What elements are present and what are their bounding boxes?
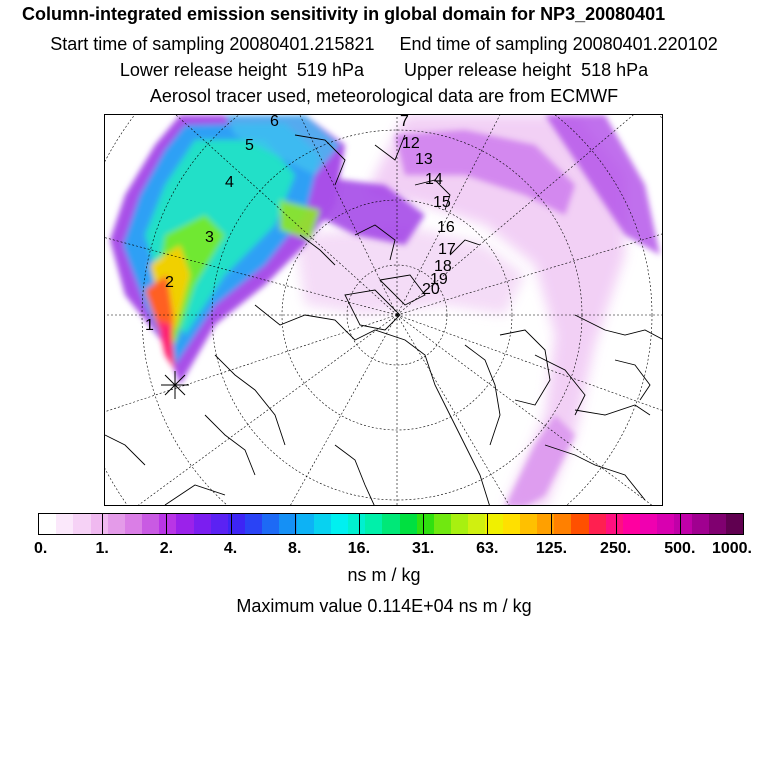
day-label: 12 bbox=[402, 135, 420, 152]
colorbar-segment bbox=[125, 514, 142, 534]
colorbar-segment bbox=[176, 514, 193, 534]
colorbar-segment bbox=[400, 514, 417, 534]
day-label: 14 bbox=[425, 171, 443, 188]
colorbar-segment bbox=[692, 514, 709, 534]
colorbar-segment bbox=[365, 514, 382, 534]
colorbar-tick-label: 8. bbox=[288, 540, 302, 557]
colorbar-segment bbox=[159, 514, 176, 534]
colorbar-tick bbox=[295, 514, 296, 534]
day-label: 6 bbox=[270, 115, 279, 130]
day-label: 19 bbox=[430, 271, 448, 288]
colorbar-tick bbox=[423, 514, 424, 534]
colorbar-segment bbox=[262, 514, 279, 534]
colorbar-tick bbox=[359, 514, 360, 534]
day-label: 17 bbox=[438, 241, 456, 258]
maximum-value: Maximum value 0.114E+04 ns m / kg bbox=[236, 596, 532, 616]
colorbar-tick-label: 125. bbox=[535, 540, 568, 557]
colorbar-tick bbox=[231, 514, 232, 534]
colorbar-tick-label: 1. bbox=[95, 540, 109, 557]
colorbar-segment bbox=[91, 514, 108, 534]
day-label: 3 bbox=[205, 229, 214, 246]
day-label: 7 bbox=[400, 115, 409, 130]
colorbar-segment bbox=[554, 514, 571, 534]
colorbar-segment bbox=[623, 514, 640, 534]
colorbar-tick bbox=[166, 514, 167, 534]
colorbar-segment bbox=[211, 514, 228, 534]
colorbar-segment bbox=[674, 514, 691, 534]
colorbar-tick-label: 250. bbox=[600, 540, 632, 557]
colorbar-tick-label: 1000. bbox=[711, 540, 753, 557]
day-label: 2 bbox=[165, 274, 174, 291]
colorbar-segment bbox=[194, 514, 211, 534]
colorbar-tick bbox=[680, 514, 681, 534]
colorbar-segment bbox=[142, 514, 159, 534]
colorbar-segment bbox=[468, 514, 485, 534]
colorbar-segment bbox=[297, 514, 314, 534]
colorbar-segment bbox=[571, 514, 588, 534]
colorbar-tick-label: 4. bbox=[223, 540, 238, 557]
polar-map bbox=[104, 114, 663, 506]
sampling-time-line: Start time of sampling 20080401.215821 End time of sampling 20080401.220102 bbox=[50, 34, 718, 54]
day-label: 18 bbox=[434, 258, 452, 275]
colorbar-segment bbox=[382, 514, 399, 534]
plot-title: Column-integrated emission sensitivity in global domain for NP3_20080401 bbox=[22, 4, 666, 24]
release-height-line: Lower release height 519 hPa Upper release height 518 hPa bbox=[119, 60, 649, 80]
colorbar-segment bbox=[331, 514, 348, 534]
release-point-star-icon bbox=[161, 371, 189, 399]
colorbar-segment bbox=[417, 514, 434, 534]
day-label: 1 bbox=[145, 317, 154, 334]
colorbar-segment bbox=[245, 514, 262, 534]
colorbar-segment bbox=[709, 514, 726, 534]
colorbar-tick bbox=[551, 514, 552, 534]
colorbar-segment bbox=[348, 514, 365, 534]
colorbar-tick bbox=[102, 514, 103, 534]
day-label: 16 bbox=[437, 219, 455, 236]
day-label: 4 bbox=[225, 174, 234, 191]
colorbar-segment bbox=[56, 514, 73, 534]
colorbar-segment bbox=[39, 514, 56, 534]
colorbar-segment bbox=[640, 514, 657, 534]
colorbar-tick-label: 2. bbox=[159, 540, 174, 557]
map-svg bbox=[105, 115, 663, 506]
colorbar-segment bbox=[606, 514, 623, 534]
colorbar-tick-label: 31. bbox=[411, 540, 435, 557]
colorbar-tick-label: 500. bbox=[664, 540, 696, 557]
colorbar bbox=[38, 513, 744, 535]
colorbar-segment bbox=[73, 514, 90, 534]
colorbar-segment bbox=[657, 514, 674, 534]
colorbar-segment bbox=[434, 514, 451, 534]
colorbar-segment bbox=[520, 514, 537, 534]
colorbar-segment bbox=[589, 514, 606, 534]
colorbar-segment bbox=[314, 514, 331, 534]
colorbar-units: ns m / kg bbox=[347, 565, 421, 585]
colorbar-segment bbox=[726, 514, 743, 534]
colorbar-segment bbox=[108, 514, 125, 534]
colorbar-tick bbox=[487, 514, 488, 534]
day-label: 5 bbox=[245, 137, 254, 154]
day-label: 13 bbox=[415, 151, 433, 168]
colorbar-segment bbox=[451, 514, 468, 534]
day-label: 20 bbox=[422, 281, 440, 298]
tracer-info-line: Aerosol tracer used, meteorological data are from ECMWF bbox=[149, 86, 619, 106]
day-label: 15 bbox=[433, 194, 451, 211]
colorbar-tick-label: 16. bbox=[347, 540, 371, 557]
colorbar-segment bbox=[503, 514, 520, 534]
colorbar-tick-label: 63. bbox=[476, 540, 499, 557]
colorbar-tick bbox=[616, 514, 617, 534]
colorbar-tick-label: 0. bbox=[33, 540, 48, 557]
